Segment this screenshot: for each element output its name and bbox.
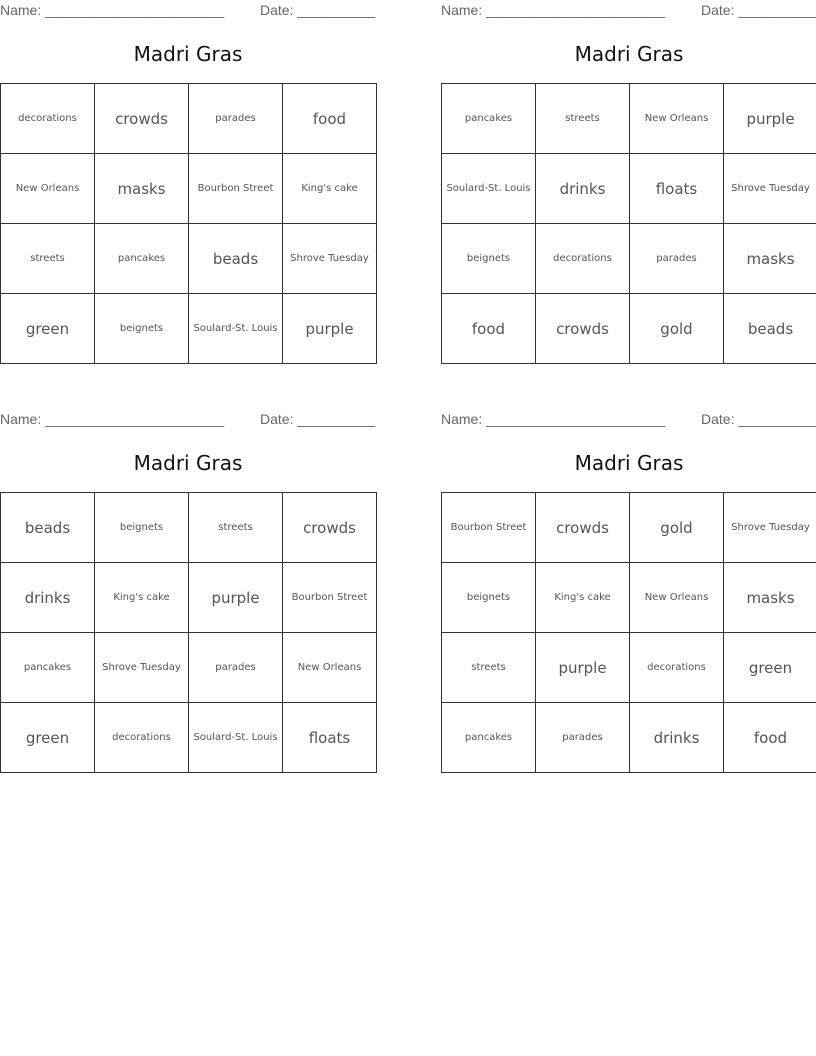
grid-cell: floats bbox=[630, 154, 724, 224]
grid-cell: green bbox=[724, 633, 816, 703]
grid-cell: parades bbox=[189, 633, 283, 703]
date-field: Date: __________ bbox=[260, 411, 376, 427]
grid-cell: food bbox=[283, 84, 377, 154]
name-field: Name: _______________________ bbox=[441, 2, 666, 18]
grid-row bbox=[442, 84, 816, 154]
grid-row bbox=[1, 84, 377, 154]
grid-cell: streets bbox=[189, 493, 283, 563]
name-field: Name: _______________________ bbox=[0, 411, 225, 427]
grid-row bbox=[442, 633, 816, 703]
grid-row bbox=[442, 154, 816, 224]
name-field: Name: _______________________ bbox=[0, 2, 225, 18]
grid-cell: decorations bbox=[536, 224, 630, 294]
grid-cell: Bourbon Street bbox=[189, 154, 283, 224]
grid-cell: pancakes bbox=[442, 84, 536, 154]
grid-cell: masks bbox=[724, 563, 816, 633]
grid-cell: decorations bbox=[95, 703, 189, 773]
card-header bbox=[0, 409, 376, 431]
grid-cell: Soulard-St. Louis bbox=[189, 703, 283, 773]
card-header bbox=[441, 0, 816, 22]
grid-cell: purple bbox=[189, 563, 283, 633]
grid-cell: purple bbox=[283, 294, 377, 364]
grid-cell: drinks bbox=[536, 154, 630, 224]
grid-cell: food bbox=[442, 294, 536, 364]
grid-cell: parades bbox=[189, 84, 283, 154]
grid-cell: Shrove Tuesday bbox=[95, 633, 189, 703]
card-header bbox=[441, 409, 816, 431]
grid-row bbox=[1, 493, 377, 563]
grid-row bbox=[442, 294, 816, 364]
grid-cell: masks bbox=[95, 154, 189, 224]
bingo-card-2 bbox=[441, 0, 816, 380]
grid-row bbox=[1, 294, 377, 364]
grid-cell: parades bbox=[536, 703, 630, 773]
bingo-grid bbox=[0, 492, 377, 773]
grid-row bbox=[442, 493, 816, 563]
bingo-grid bbox=[0, 83, 377, 364]
grid-cell: gold bbox=[630, 294, 724, 364]
grid-row bbox=[1, 703, 377, 773]
grid-cell: parades bbox=[630, 224, 724, 294]
grid-cell: Bourbon Street bbox=[442, 493, 536, 563]
grid-cell: pancakes bbox=[1, 633, 95, 703]
grid-cell: crowds bbox=[283, 493, 377, 563]
grid-cell: pancakes bbox=[95, 224, 189, 294]
grid-cell: decorations bbox=[1, 84, 95, 154]
grid-cell: streets bbox=[442, 633, 536, 703]
grid-cell: decorations bbox=[630, 633, 724, 703]
bingo-grid bbox=[441, 83, 816, 364]
grid-cell: purple bbox=[536, 633, 630, 703]
grid-row bbox=[1, 224, 377, 294]
grid-cell: Soulard-St. Louis bbox=[189, 294, 283, 364]
grid-cell: beignets bbox=[95, 493, 189, 563]
grid-cell: King's cake bbox=[283, 154, 377, 224]
grid-cell: streets bbox=[536, 84, 630, 154]
grid-cell: crowds bbox=[536, 493, 630, 563]
grid-cell: beads bbox=[1, 493, 95, 563]
name-field: Name: _______________________ bbox=[441, 411, 666, 427]
grid-cell: streets bbox=[1, 224, 95, 294]
card-title: Madri Gras bbox=[574, 42, 684, 66]
grid-cell: food bbox=[724, 703, 816, 773]
grid-row bbox=[442, 224, 816, 294]
date-field: Date: __________ bbox=[701, 2, 816, 18]
grid-cell: crowds bbox=[95, 84, 189, 154]
bingo-grid bbox=[441, 492, 816, 773]
grid-cell: New Orleans bbox=[283, 633, 377, 703]
card-title: Madri Gras bbox=[133, 42, 243, 66]
grid-cell: New Orleans bbox=[1, 154, 95, 224]
date-field: Date: __________ bbox=[260, 2, 376, 18]
grid-cell: purple bbox=[724, 84, 816, 154]
grid-row bbox=[1, 633, 377, 703]
grid-row bbox=[442, 703, 816, 773]
grid-row bbox=[1, 154, 377, 224]
grid-cell: New Orleans bbox=[630, 563, 724, 633]
grid-cell: drinks bbox=[630, 703, 724, 773]
grid-cell: New Orleans bbox=[630, 84, 724, 154]
grid-cell: Soulard-St. Louis bbox=[442, 154, 536, 224]
card-header bbox=[0, 0, 376, 22]
grid-cell: beignets bbox=[442, 224, 536, 294]
grid-cell: beignets bbox=[442, 563, 536, 633]
card-title: Madri Gras bbox=[133, 451, 243, 475]
grid-row bbox=[442, 563, 816, 633]
card-title: Madri Gras bbox=[574, 451, 684, 475]
grid-row bbox=[1, 563, 377, 633]
grid-cell: masks bbox=[724, 224, 816, 294]
grid-cell: drinks bbox=[1, 563, 95, 633]
bingo-card-1 bbox=[0, 0, 376, 380]
grid-cell: crowds bbox=[536, 294, 630, 364]
grid-cell: Bourbon Street bbox=[283, 563, 377, 633]
grid-cell: King's cake bbox=[536, 563, 630, 633]
grid-cell: Shrove Tuesday bbox=[724, 493, 816, 563]
grid-cell: Shrove Tuesday bbox=[283, 224, 377, 294]
grid-cell: gold bbox=[630, 493, 724, 563]
grid-cell: green bbox=[1, 294, 95, 364]
grid-cell: pancakes bbox=[442, 703, 536, 773]
bingo-card-4 bbox=[441, 409, 816, 789]
grid-cell: beads bbox=[724, 294, 816, 364]
grid-cell: beignets bbox=[95, 294, 189, 364]
grid-cell: floats bbox=[283, 703, 377, 773]
grid-cell: Shrove Tuesday bbox=[724, 154, 816, 224]
bingo-card-3 bbox=[0, 409, 376, 789]
date-field: Date: __________ bbox=[701, 411, 816, 427]
grid-cell: green bbox=[1, 703, 95, 773]
grid-cell: beads bbox=[189, 224, 283, 294]
grid-cell: King's cake bbox=[95, 563, 189, 633]
